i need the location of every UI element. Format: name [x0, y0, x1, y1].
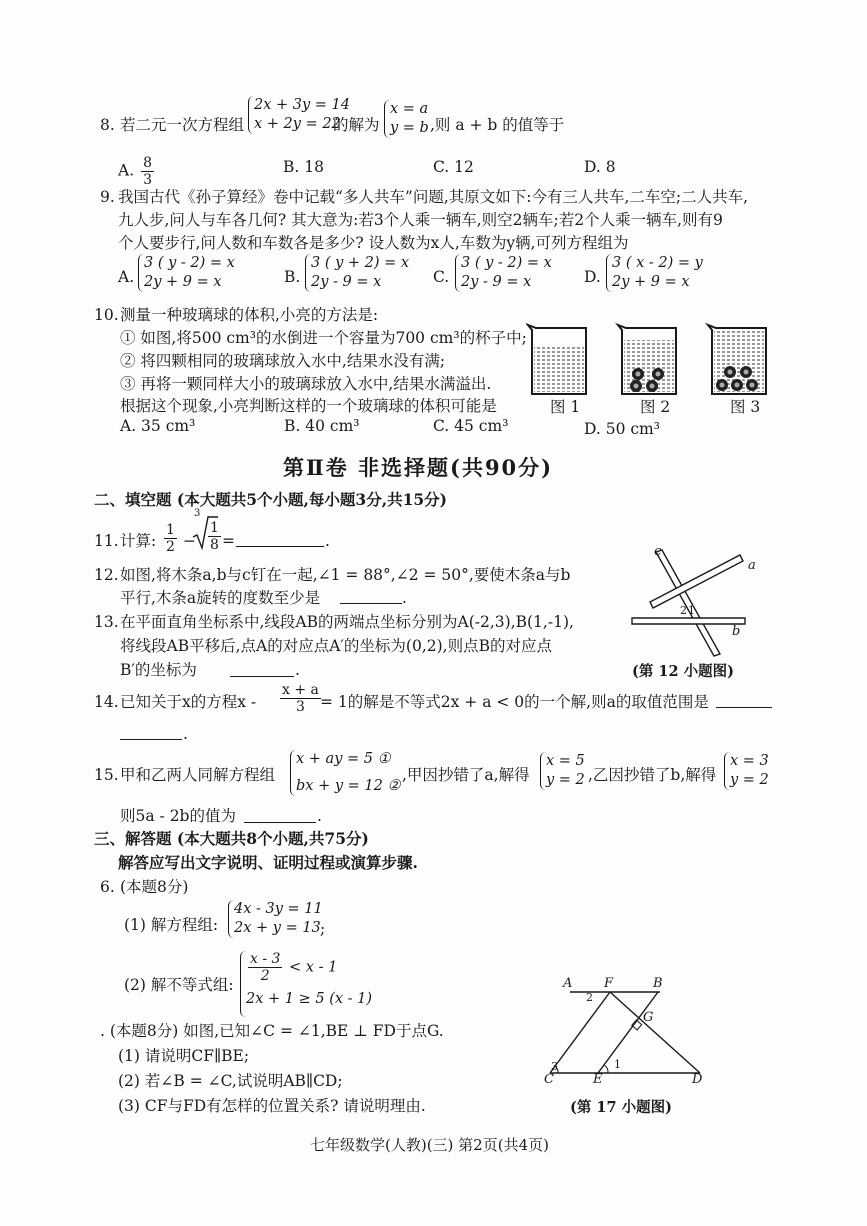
- part2-title: 第Ⅱ卷 非选择题(共90分): [283, 455, 554, 480]
- q8-frac-num: 8: [143, 155, 152, 171]
- q10-beaker-figures: [526, 322, 776, 400]
- q9-option-b-system[interactable]: [305, 254, 409, 292]
- q11-text: 计算:: [120, 532, 157, 550]
- q8-option-a-label: A.: [118, 161, 135, 180]
- q15-number: 15.: [94, 766, 119, 784]
- q11-frac1: [164, 522, 177, 555]
- q16-p1-eq1: 4x - 3y = 11: [234, 901, 323, 917]
- q9-c-eq2: 2y - 9 = x: [461, 274, 532, 290]
- line-BE: [598, 992, 658, 1073]
- q8-sol1: x = a: [390, 101, 429, 117]
- q8-option-b[interactable]: B. 18: [283, 158, 324, 176]
- q9-b-eq1: 3 ( y + 2) = x: [311, 255, 410, 271]
- q9-line-1: 我国古代《孙子算经》卷中记载“多人共车”问题,其原文如下:今有三人共车,二车空;二人共车,: [118, 188, 749, 206]
- q9-option-d-system[interactable]: [606, 254, 703, 292]
- q10-line-4: ③ 再将一颗同样大小的玻璃球放入水中,结果水满溢出.: [120, 375, 492, 393]
- q14-frac: [280, 682, 321, 715]
- q15-sol2-x: x = 3: [730, 753, 769, 769]
- q15-system: [290, 750, 400, 796]
- q11-equals: =: [222, 532, 235, 550]
- q9-option-b-label[interactable]: B.: [284, 268, 301, 286]
- q9-option-c-label[interactable]: C.: [433, 268, 450, 286]
- q13-period: .: [295, 661, 300, 679]
- q15-solution-1: [540, 752, 585, 790]
- q9-line-2: 九人步,问人与车各几何? 其大意为:若3个人乘一辆车,则空2辆车;若2个人乘一辆车,则有9: [118, 211, 723, 229]
- q8-option-a[interactable]: [118, 155, 156, 188]
- q10-line-3: ② 将四颗相同的玻璃球放入水中,结果水没有满;: [120, 352, 446, 370]
- q13-line-2: 将线段AB平移后,点A的对应点A′的坐标为(0,2),则点B的对应点: [120, 637, 552, 655]
- q14-answer-blank-2[interactable]: [120, 739, 182, 740]
- line-FD: [610, 992, 700, 1073]
- q11-frac2-den: 8: [210, 537, 219, 553]
- q16-p2-ineq1-rest: < x - 1: [289, 959, 338, 976]
- q11-expression: [162, 522, 179, 555]
- q17-head: . (本题8分) 如图,已知∠C = ∠1,BE ⊥ FD于点G.: [100, 1022, 444, 1040]
- q14-text-a: 已知关于x的方程x -: [120, 693, 257, 711]
- q9-option-a-label[interactable]: A.: [118, 268, 135, 286]
- q13-line-1: 在平面直角坐标系中,线段AB的两端点坐标分别为A(-2,3),B(1,-1),: [120, 613, 574, 631]
- q17-label-A: A: [563, 976, 573, 991]
- q16-p2-frac-num: x - 3: [250, 951, 281, 967]
- q17-label-F: F: [604, 976, 614, 991]
- stick-b: [632, 618, 745, 624]
- q10-number: 10.: [94, 306, 119, 324]
- q15-sol1-x: x = 5: [546, 753, 585, 769]
- q11-period: .: [325, 532, 330, 550]
- q14-fraction: [278, 682, 323, 715]
- q10-option-a[interactable]: A. 35 cm³: [120, 417, 196, 435]
- q14-answer-blank-1[interactable]: [716, 707, 772, 708]
- q11-frac2-num: 1: [210, 520, 219, 536]
- q8-option-d[interactable]: D. 8: [584, 158, 616, 176]
- q17-label-C: C: [544, 1072, 554, 1087]
- fig2-label: 图 2: [640, 398, 671, 416]
- page-footer: 七年级数学(人教)(三) 第2页(共4页): [310, 1136, 549, 1154]
- q17-label-D: D: [692, 1072, 703, 1087]
- q14-number: 14.: [94, 693, 119, 711]
- q15-sol1-y: y = 2: [546, 772, 585, 788]
- q13-answer-blank[interactable]: [230, 676, 294, 677]
- line-CF: [550, 992, 610, 1073]
- q15-text-b: ,甲因抄错了a,解得: [402, 766, 530, 784]
- q16-p1-eq2: 2x + y = 13: [234, 920, 321, 936]
- q8-option-a-fraction: [141, 155, 154, 188]
- q15-text-d: 则5a - 2b的值为: [120, 807, 236, 825]
- q8-eq1: 2x + 3y = 14: [254, 97, 351, 113]
- q11-number: 11.: [94, 532, 119, 550]
- q17-label-3: 3: [551, 1060, 558, 1073]
- q12-label-2: 2: [680, 604, 687, 617]
- q12-figure: [620, 542, 780, 662]
- q9-option-c-system[interactable]: [455, 254, 552, 292]
- q11-answer-blank[interactable]: [236, 546, 324, 547]
- q15-solution-2: [724, 752, 769, 790]
- q17-item-1: (1) 请说明CF∥BE;: [118, 1047, 250, 1065]
- q8-eq2: x + 2y = 22: [254, 116, 341, 132]
- q8-sol2: y = b: [390, 120, 429, 136]
- q11-frac1-den: 2: [166, 539, 175, 555]
- q10-line-5: 根据这个现象,小亮判断这样的一个玻璃球的体积可能是: [120, 397, 497, 415]
- q11-minus: −: [183, 532, 196, 550]
- q17-caption: (第 17 小题图): [570, 1099, 672, 1116]
- q10-option-c[interactable]: C. 45 cm³: [433, 417, 509, 435]
- q16-p2-label: (2) 解不等式组:: [124, 976, 234, 994]
- q10-option-d[interactable]: D. 50 cm³: [584, 420, 660, 438]
- q17-label-E: E: [593, 1072, 603, 1087]
- section2-title: 二、填空题 (本大题共5个小题,每小题3分,共15分): [94, 490, 447, 509]
- stick-c: [656, 550, 720, 656]
- q15-eq2: bx + y = 12 ②: [296, 778, 401, 794]
- q15-eq1: x + ay = 5 ①: [296, 751, 391, 767]
- q15-answer-blank[interactable]: [244, 822, 316, 823]
- q8-stem: 若二元一次方程组: [120, 116, 245, 134]
- q8-stem-c: ,则 a + b 的值等于: [430, 116, 565, 134]
- q8-solution-system: [384, 100, 429, 138]
- q12-caption: (第 12 小题图): [632, 663, 734, 680]
- q9-a-eq2: 2y + 9 = x: [144, 274, 222, 290]
- q16-p2-frac-den: 2: [260, 968, 270, 984]
- q12-label-c: c: [654, 544, 662, 559]
- q15-sol2-y: y = 2: [730, 772, 769, 788]
- q9-c-eq1: 3 ( y - 2) = x: [461, 255, 552, 271]
- q12-answer-blank[interactable]: [340, 603, 402, 604]
- q11-root-frac: [206, 520, 223, 553]
- q16-p1-system: [228, 900, 326, 938]
- q9-option-d-label[interactable]: D.: [584, 268, 601, 286]
- q16-p1-end: ;: [320, 920, 326, 938]
- q12-line-1: 如图,将木条a,b与c钉在一起,∠1 = 88°,∠2 = 50°,要使木条a与b: [120, 566, 571, 584]
- fig1-label: 图 1: [550, 398, 581, 416]
- q14-text-b: = 1的解是不等式2x + a < 0的一个解,则a的取值范围是: [320, 693, 709, 711]
- q9-option-a-system[interactable]: [138, 254, 235, 292]
- fig3-label: 图 3: [730, 398, 761, 416]
- q17-item-2: (2) 若∠B = ∠C,试说明AB∥CD;: [118, 1072, 343, 1090]
- q8-stem-b: 的解为: [333, 116, 380, 134]
- q17-label-G: G: [643, 1010, 654, 1025]
- q9-number: 9.: [100, 188, 115, 206]
- q10-line-2: ① 如图,将500 cm³的水倒进一个容量为700 cm³的杯子中;: [120, 329, 527, 347]
- q17-item-3: (3) CF与FD有怎样的位置关系? 请说明理由.: [118, 1097, 426, 1115]
- q15-text-a: 甲和乙两人同解方程组: [120, 766, 276, 784]
- q11-frac2: [208, 520, 221, 553]
- q9-a-eq1: 3 ( y - 2) = x: [144, 255, 235, 271]
- q11-frac1-num: 1: [166, 522, 175, 538]
- q16-p2-ineq2: 2x + 1 ≥ 5 (x - 1): [246, 991, 373, 1007]
- q16-p2-system: [240, 951, 372, 1017]
- q12-number: 12.: [94, 566, 119, 584]
- q10-option-b[interactable]: B. 40 cm³: [284, 417, 360, 435]
- q12-line-2: 平行,木条a旋转的度数至少是: [120, 589, 321, 607]
- section3-title: 三、解答题 (本大题共8个小题,共75分): [94, 829, 369, 848]
- q15-text-c: ,乙因抄错了b,解得: [588, 766, 717, 784]
- q17-label-2: 2: [586, 991, 593, 1004]
- q8-option-c[interactable]: C. 12: [433, 158, 474, 176]
- q9-line-3: 个人要步行,问人数和车数各是多少? 设人数为x人,车数为y辆,可列方程组为: [118, 234, 629, 252]
- q9-d-eq2: 2y + 9 = x: [612, 274, 690, 290]
- q8-number: 8.: [100, 116, 115, 134]
- section3-note: 解答应写出文字说明、证明过程或演算步骤.: [118, 853, 418, 872]
- q14-frac-num: x + a: [282, 682, 319, 698]
- q10-line-1: 测量一种玻璃球的体积,小亮的方法是:: [120, 306, 379, 324]
- q16-p2-frac: [248, 951, 282, 984]
- q12-label-1: 1: [688, 604, 695, 617]
- beaker-1: [528, 325, 586, 394]
- q8-frac-den: 3: [143, 172, 152, 188]
- q16-number: 6.: [100, 878, 115, 896]
- q12-period: .: [402, 589, 407, 607]
- q16-head: (本题8分): [120, 878, 189, 896]
- q13-number: 13.: [94, 613, 119, 631]
- beaker-2: [618, 325, 676, 394]
- q12-label-a: a: [748, 558, 756, 573]
- q16-p1-label: (1) 解方程组:: [124, 916, 219, 934]
- q9-b-eq2: 2y - 9 = x: [311, 274, 382, 290]
- q17-label-B: B: [653, 976, 663, 991]
- q13-line-3: B′的坐标为: [120, 661, 197, 679]
- q14-period: .: [183, 725, 188, 743]
- q11-root-index: 3: [194, 508, 201, 519]
- q15-period: .: [317, 807, 322, 825]
- q12-label-b: b: [732, 624, 741, 639]
- beaker-3: [708, 325, 766, 394]
- q9-d-eq1: 3 ( x - 2) = y: [612, 255, 703, 271]
- q17-label-1: 1: [614, 1058, 621, 1071]
- q14-frac-den: 3: [295, 699, 305, 715]
